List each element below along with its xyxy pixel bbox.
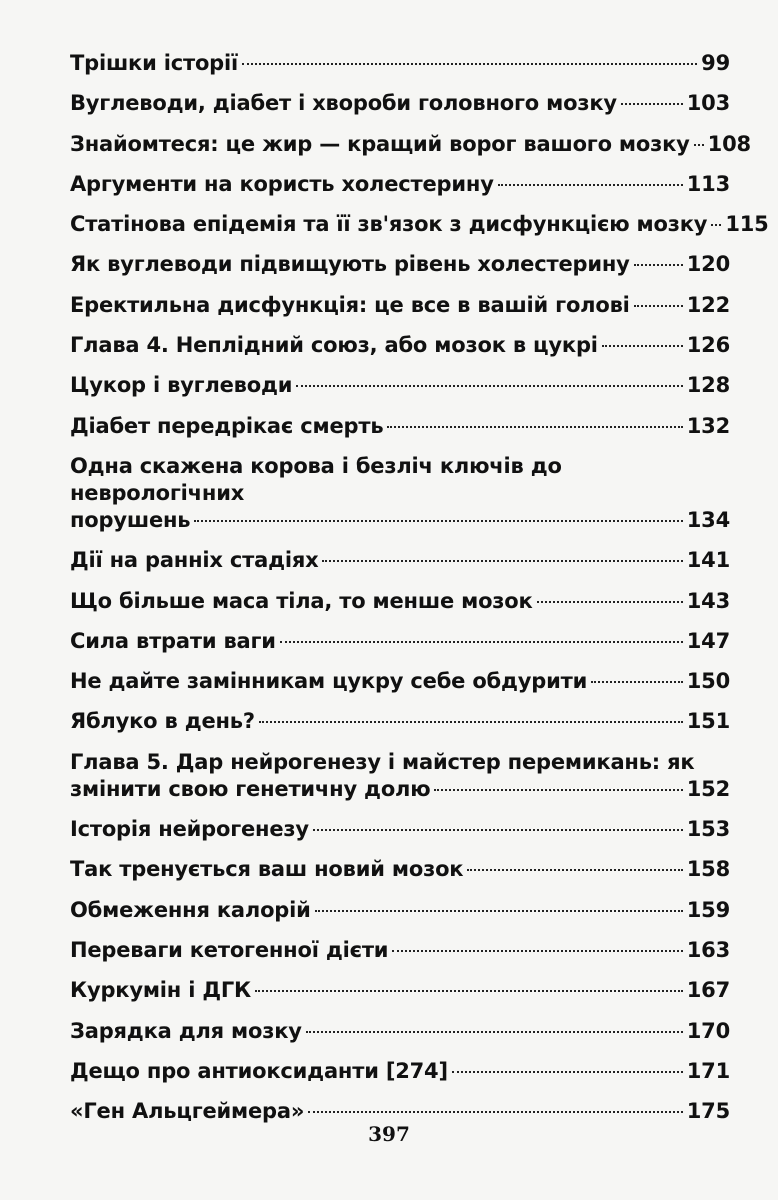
dot-leader [313, 829, 683, 831]
dot-leader [434, 789, 682, 791]
dot-leader [392, 950, 682, 952]
toc-entry [70, 628, 730, 655]
toc-entry-page: 150 [686, 669, 730, 694]
toc-entry-page: 167 [686, 978, 730, 1003]
toc-entry [70, 588, 730, 615]
dot-leader [602, 345, 683, 347]
dot-leader [322, 560, 682, 562]
toc-entry-title: Куркумін і ДГК [70, 978, 251, 1003]
toc-entry-page: 120 [686, 252, 730, 277]
toc-entry-page: 171 [686, 1058, 730, 1083]
dot-leader [308, 1111, 683, 1113]
toc-entry-title: Діабет передрікає смерть [70, 413, 384, 438]
toc-entry-title: Яблуко в день? [70, 709, 255, 734]
dot-leader [387, 426, 682, 428]
toc-entry-page: 108 [707, 131, 751, 156]
page-number: 397 [368, 1122, 410, 1146]
dot-leader [255, 990, 683, 992]
table-of-contents [70, 50, 769, 1138]
toc-entry-page: 126 [686, 333, 730, 358]
toc-entry-title: Не дайте замінникам цукру себе обдурити [70, 669, 588, 694]
toc-entry-title: Трішки історії [70, 51, 239, 75]
toc-entry [70, 50, 730, 77]
toc-entry [70, 816, 730, 843]
dot-leader [537, 601, 683, 603]
toc-entry-page: 143 [686, 588, 730, 613]
toc-entry-title: Сила втрати ваги [70, 628, 276, 653]
toc-entry-title: Цукор і вуглеводи [70, 373, 293, 398]
toc-entry-page: 99 [701, 51, 730, 75]
toc-entry [70, 1058, 730, 1085]
toc-entry-title: Дещо про антиоксиданти [274] [70, 1058, 448, 1083]
toc-entry [70, 977, 730, 1004]
toc-entry-title: Як вуглеводи підвищують рівень холестерину [70, 252, 630, 277]
toc-entry [70, 413, 730, 440]
toc-entry-title: змінити свою генетичну долю [70, 776, 431, 801]
toc-entry-title-line1: Глава 5. Дар нейрогенезу і майстер перемикань: як [70, 749, 695, 774]
dot-leader [315, 910, 683, 912]
toc-entry-page: 170 [686, 1018, 730, 1043]
toc-entry-page: 175 [686, 1099, 730, 1124]
toc-entry-title: Вуглеводи, діабет і хвороби головного мозку [70, 91, 617, 116]
dot-leader [242, 63, 697, 65]
toc-chapter-entry [70, 749, 730, 803]
toc-entry-title: Знайомтеся: це жир — кращий ворог вашого мозку [70, 131, 690, 156]
toc-entry-page: 134 [686, 507, 730, 532]
toc-entry-title: Що більше маса тіла, то менше мозок [70, 588, 533, 613]
toc-entry-page: 151 [686, 709, 730, 734]
dot-leader [280, 641, 683, 643]
toc-entry-title: Історія нейрогенезу [70, 817, 309, 842]
toc-entry-title: Аргументи на користь холестерину [70, 171, 494, 196]
toc-entry-page: 122 [686, 292, 730, 317]
toc-entry [70, 372, 730, 399]
dot-leader [621, 103, 683, 105]
toc-entry [70, 937, 730, 964]
dot-leader [711, 224, 721, 226]
toc-entry [70, 668, 730, 695]
toc-entry-title: Еректильна дисфункція: це все в вашій голові [70, 292, 630, 317]
dot-leader [259, 721, 683, 723]
toc-entry [70, 897, 730, 924]
dot-leader [694, 144, 704, 146]
dot-leader [634, 305, 683, 307]
toc-entry-page: 158 [686, 857, 730, 882]
toc-entry [70, 453, 730, 534]
toc-entry [70, 856, 730, 883]
toc-entry [70, 292, 730, 319]
toc-entry-title: Дії на ранніх стадіях [70, 548, 319, 573]
toc-entry-page: 132 [686, 413, 730, 438]
toc-entry-page: 141 [686, 548, 730, 573]
toc-entry-page: 163 [686, 937, 730, 962]
toc-entry [70, 547, 730, 574]
toc-entry [70, 211, 769, 238]
toc-entry-title: Глава 4. Неплідний союз, або мозок в цукрі [70, 333, 598, 358]
toc-entry-title: порушень [70, 507, 191, 532]
toc-entry [70, 131, 751, 158]
toc-entry [70, 90, 730, 117]
dot-leader [296, 385, 682, 387]
toc-chapter-entry [70, 332, 730, 359]
dot-leader [498, 184, 683, 186]
toc-entry-page: 153 [686, 817, 730, 842]
toc-entry-title: Обмеження калорій [70, 897, 311, 922]
toc-entry-page: 103 [686, 91, 730, 116]
toc-entry [70, 708, 730, 735]
dot-leader [194, 520, 682, 522]
toc-entry-title-line1: Одна скажена корова і безліч ключів до неврологічних [70, 453, 562, 505]
toc-entry-title: Так тренується ваш новий мозок [70, 857, 464, 882]
toc-entry-title: Статінова епідемія та її зв'язок з дисфункцією мозку [70, 212, 708, 237]
toc-entry-title: Зарядка для мозку [70, 1018, 302, 1043]
toc-entry-page: 152 [686, 776, 730, 801]
toc-entry [70, 251, 730, 278]
toc-entry-page: 128 [686, 373, 730, 398]
toc-entry [70, 171, 730, 198]
toc-entry-title: Переваги кетогенної дієти [70, 937, 389, 962]
toc-entry-page: 115 [725, 212, 769, 237]
dot-leader [634, 264, 683, 266]
dot-leader [306, 1031, 683, 1033]
dot-leader [467, 869, 682, 871]
toc-entry-page: 159 [686, 897, 730, 922]
toc-entry [70, 1018, 730, 1045]
toc-entry-title: «Ген Альцгеймера» [70, 1099, 305, 1124]
toc-entry-page: 113 [686, 171, 730, 196]
dot-leader [591, 681, 683, 683]
dot-leader [452, 1071, 683, 1073]
toc-entry-page: 147 [686, 628, 730, 653]
